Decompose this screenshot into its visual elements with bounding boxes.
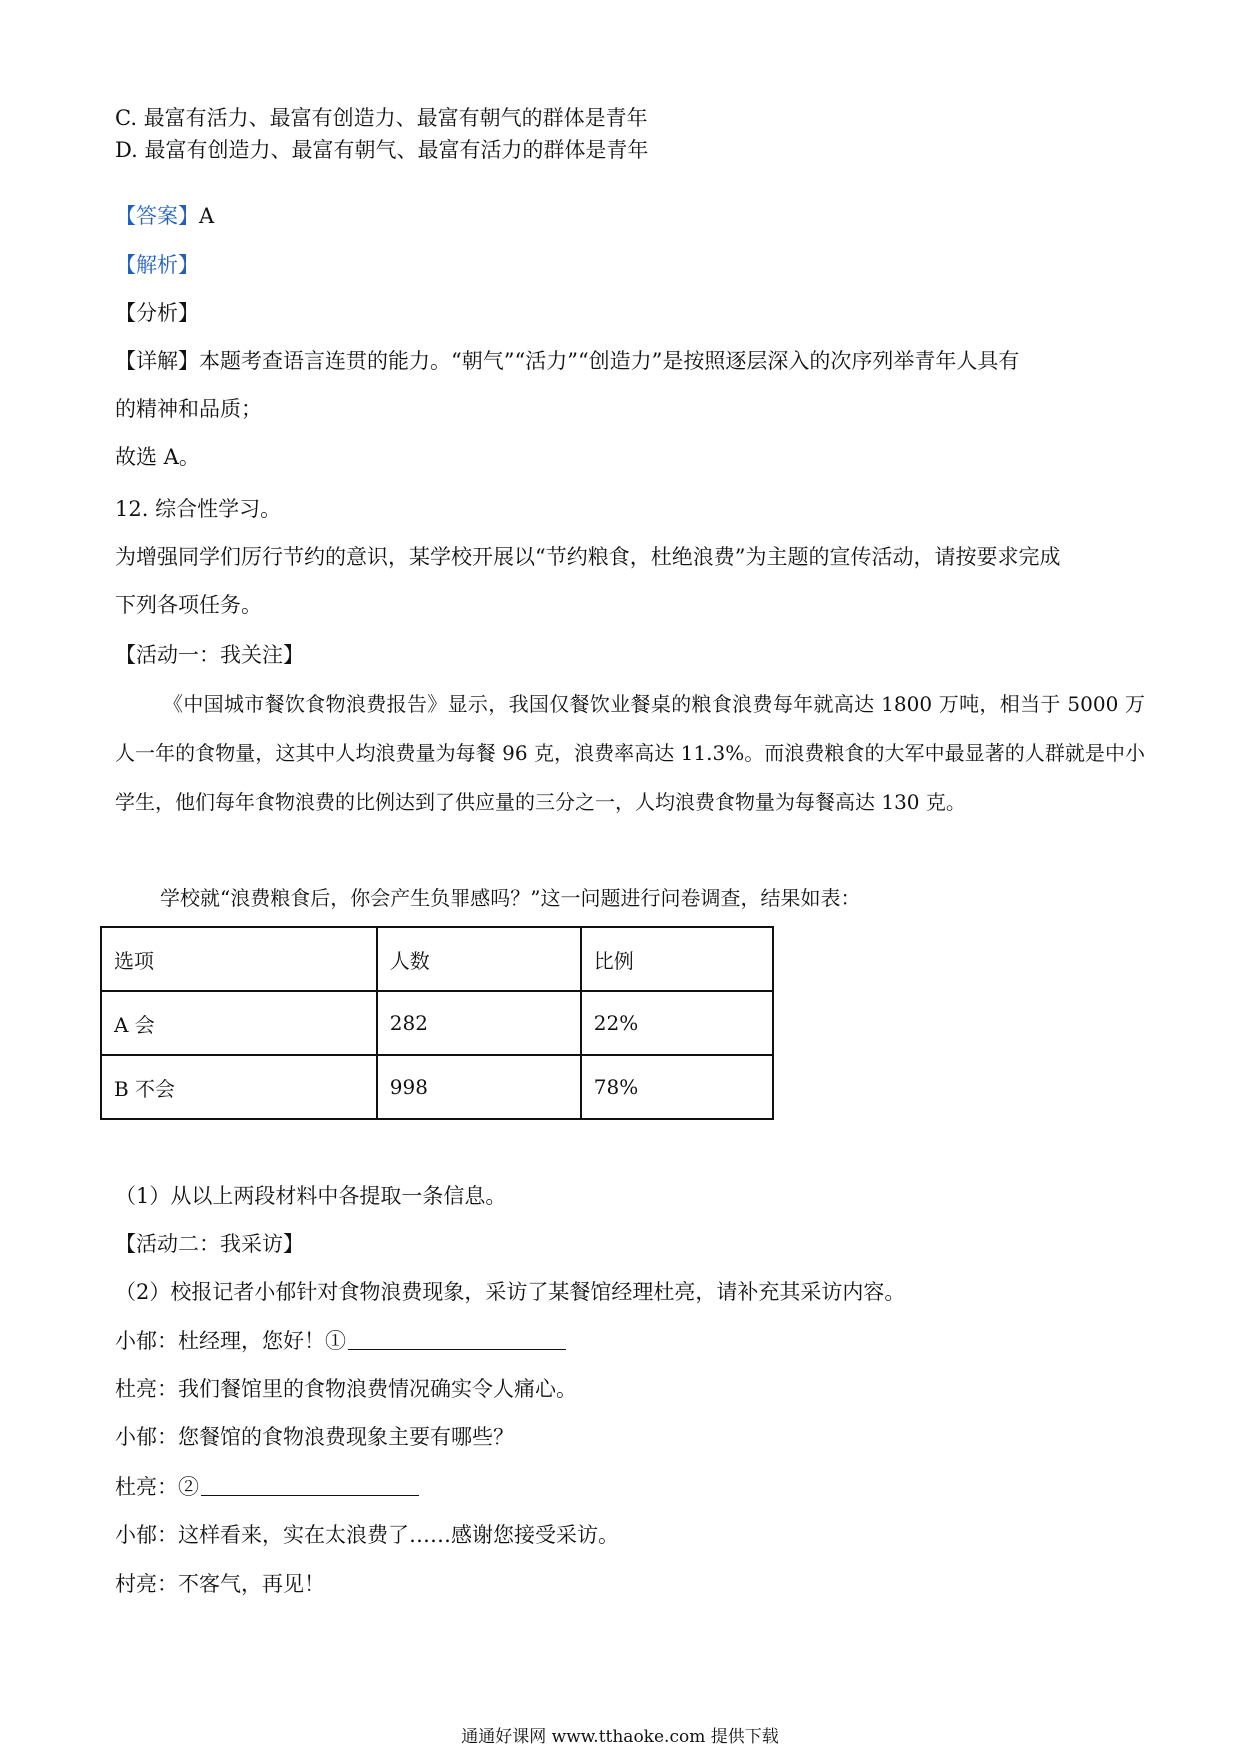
answer-line: [115, 201, 214, 231]
dialogue-line-2: 杜亮：我们餐馆里的食物浪费情况确实令人痛心。: [115, 1377, 577, 1401]
question-12-title: 12. 综合性学习。: [115, 497, 282, 521]
table-row: [101, 991, 773, 1055]
survey-intro: 学校就“浪费粮食后，你会产生负罪感吗？”这一问题进行问卷调查，结果如表：: [160, 886, 861, 910]
table-header-cell: 人数: [377, 927, 581, 991]
option-c: C. 最富有活力、最富有创造力、最富有朝气的群体是青年: [115, 106, 648, 130]
answer-blank-1[interactable]: [348, 1329, 566, 1350]
dialogue-line-5: 小郁：这样看来，实在太浪费了……感谢您接受采访。: [115, 1523, 619, 1547]
analysis-tag: 【解析】: [115, 253, 199, 277]
option-d: D. 最富有创造力、最富有朝气、最富有活力的群体是青年: [115, 138, 649, 162]
report-paragraph: 《中国城市餐饮食物浪费报告》显示，我国仅餐饮业餐桌的粮食浪费每年就高达 1800 万吨，相当于 5000 万人一年的食物量，这其中人均浪费量为每餐 96 克，浪费率高达 11.3%。而浪费粮食的大军中最显著的人群就是中小学生，他们每年食物浪费的比例达到了供应量的三分之一，人均浪费食物量为每餐高达 130 克。: [115, 692, 1145, 814]
question-12-intro-2: 下列各项任务。: [115, 593, 262, 617]
answer-tag: 【答案】: [115, 204, 199, 228]
question-2: （2）校报记者小郁针对食物浪费现象，采访了某餐馆经理杜亮，请补充其采访内容。: [115, 1280, 906, 1304]
table-cell: 282: [377, 991, 581, 1055]
table-header-row: [101, 927, 773, 991]
detail-line-1: 【详解】本题考查语言连贯的能力。“朝气”“活力”“创造力”是按照逐层深入的次序列举青年人具有: [115, 349, 1020, 373]
activity-1-heading: 【活动一：我关注】: [115, 643, 304, 667]
dialogue-line-3: 小郁：您餐馆的食物浪费现象主要有哪些？: [115, 1425, 514, 1449]
dialogue-text: 小郁：杜经理，您好！①: [115, 1329, 346, 1353]
table-header-cell: 选项: [101, 927, 377, 991]
activity-2-heading: 【活动二：我采访】: [115, 1232, 304, 1256]
dialogue-line-6: 村亮：不客气，再见！: [115, 1572, 325, 1596]
dialogue-line-1: [115, 1326, 566, 1356]
table-header-cell: 比例: [581, 927, 773, 991]
dialogue-line-4: [115, 1472, 419, 1502]
table-cell: 22%: [581, 991, 773, 1055]
table-cell: 78%: [581, 1055, 773, 1119]
survey-table: [100, 926, 774, 1120]
answer-blank-2[interactable]: [201, 1475, 419, 1496]
fenxi-tag: 【分析】: [115, 301, 199, 325]
detail-line-2: 的精神和品质；: [115, 397, 262, 421]
answer-value: A: [199, 204, 215, 228]
table-cell: A 会: [101, 991, 377, 1055]
question-1: （1）从以上两段材料中各提取一条信息。: [115, 1184, 507, 1208]
table-cell: 998: [377, 1055, 581, 1119]
page-footer: 通通好课网 www.tthaoke.com 提供下载: [461, 1727, 779, 1747]
question-12-intro-1: 为增强同学们厉行节约的意识，某学校开展以“节约粮食，杜绝浪费”为主题的宣传活动，请按要求完成: [115, 545, 1061, 569]
conclusion: 故选 A。: [115, 445, 200, 469]
dialogue-text: 杜亮：②: [115, 1475, 199, 1499]
table-cell: B 不会: [101, 1055, 377, 1119]
table-row: [101, 1055, 773, 1119]
